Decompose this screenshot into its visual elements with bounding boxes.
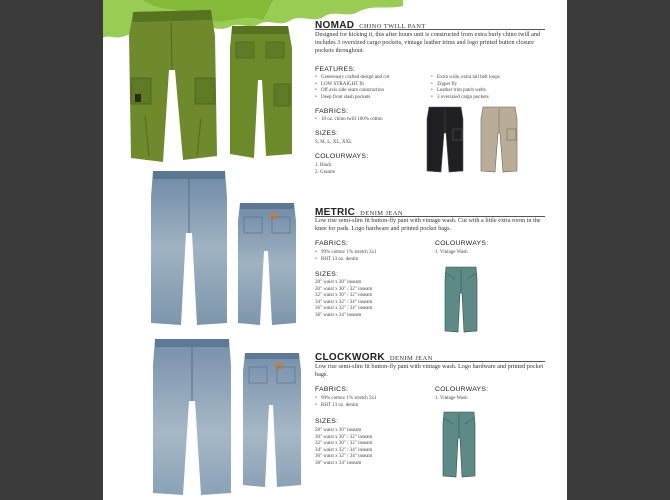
list-item: • RHT 13 oz. denim [315, 257, 377, 264]
fabrics-heading: FABRICS: [315, 108, 349, 115]
list-item: 38" waist x 34" inseam [315, 312, 362, 318]
product-description: Low rise semi-slim fit button-fly pant with vintage wash. Logo hardware and printed pocket bags. [315, 363, 544, 378]
catalog-page [103, 0, 567, 500]
sizes-heading: SIZES: [315, 271, 339, 278]
list-item: • 99% cotton/ 1% stretch 3x1 [315, 396, 377, 403]
features-heading: FEATURES: [315, 66, 356, 73]
product-subtitle: DENIM JEAN [360, 210, 403, 217]
clockwork-back-photo [241, 349, 303, 489]
right-frame [567, 0, 670, 500]
metric-back-photo [236, 199, 298, 327]
product-description: Low rise semi-slim fit button-fly pant with vintage wash. Cut with a little extra room in the knee for pads. Logo hardware and printed pocket bags. [315, 217, 541, 232]
list-item: 34" waist x 32" / 34" inseam [315, 447, 373, 453]
product-name: CLOCKWORK [315, 352, 385, 363]
list-item: 28" waist x 30" inseam [315, 280, 362, 285]
list-item: 1. Black [315, 163, 332, 168]
list-item: 30" waist x 30" / 32" inseam [315, 434, 373, 440]
list-item: • Deep front slash pockets [315, 95, 389, 102]
list-item: 36" waist x 32" / 34" inseam [315, 306, 373, 312]
list-item: 34" waist x 32" / 34" inseam [315, 299, 373, 305]
list-item: 32" waist x 30" / 32" inseam [315, 441, 373, 447]
features-list-1 [315, 75, 389, 101]
list-item: • 10 oz. chino twill 100% cotton [315, 117, 383, 124]
nomad-back-photo [226, 22, 296, 160]
fabrics-list [315, 250, 377, 263]
list-item: 1. Vintage Wash [435, 396, 468, 401]
list-item: 32" waist x 30" / 32" inseam [315, 293, 373, 299]
product-metric [103, 165, 567, 335]
metric-front-photo [147, 167, 231, 327]
product-nomad [103, 0, 567, 175]
list-item: • RHT 13 oz. denim [315, 403, 377, 410]
fabrics-list [315, 396, 377, 409]
left-frame [0, 0, 103, 500]
sizes-text: S, M, L, XL, XXL [315, 140, 353, 145]
product-clockwork [103, 335, 567, 500]
list-item: • 3 oversized cargo pockets [431, 95, 500, 102]
list-item: • Generously crafted design and cut [315, 75, 389, 82]
sizes-heading: SIZES: [315, 418, 339, 425]
colourways-heading: COLOURWAYS: [435, 386, 489, 393]
colourways-heading: COLOURWAYS: [435, 240, 489, 247]
list-item: • Zipper fly [431, 82, 500, 89]
list-item: • Leather trim patch welts [431, 88, 500, 95]
metric-sketch [443, 265, 479, 335]
product-subtitle: CHINO TWILL PANT [359, 23, 426, 30]
sizes-heading: SIZES: [315, 130, 339, 137]
colourways-list [435, 396, 468, 403]
nomad-front-photo [125, 6, 220, 164]
clockwork-front-photo [149, 335, 235, 497]
list-item: 30" waist x 30" / 32" inseam [315, 286, 373, 292]
fabrics-heading: FABRICS: [315, 386, 349, 393]
clockwork-sketch [441, 410, 477, 480]
list-item: • Off axis side seam construction [315, 88, 389, 95]
fabrics-list [315, 117, 383, 124]
sizes-list [315, 280, 372, 320]
features-list-2 [431, 75, 500, 101]
list-item: • LOW STRAIGHT fit [315, 82, 389, 89]
list-item: 36" waist x 32" / 34" inseam [315, 454, 373, 460]
product-name: METRIC [315, 207, 356, 218]
list-item: 2. Granite [315, 169, 335, 175]
list-item: 1. Vintage Wash [435, 250, 468, 255]
metric-title-row [315, 202, 545, 217]
product-name: NOMAD [315, 20, 355, 31]
list-item: • 99% cotton/ 1% stretch 3x1 [315, 250, 377, 257]
clockwork-title-row [315, 347, 545, 362]
fabrics-heading: FABRICS: [315, 240, 349, 247]
product-description: Designed for kicking it, this after hours unit is constructed from extra burly chino twill and includes 3 oversized cargo pockets, vintage leather trims and logo printed button closure pockets throughout. [315, 31, 541, 54]
product-subtitle: DENIM JEAN [389, 355, 433, 362]
colourways-list [435, 250, 468, 257]
list-item: 38" waist x 34" inseam [315, 460, 362, 466]
colourways-heading: COLOURWAYS: [315, 153, 369, 160]
sizes-list [315, 428, 372, 468]
list-item: • Extra wide, extra tall belt loops [431, 75, 500, 82]
nomad-title-row [315, 15, 545, 30]
list-item: 28" waist x 30" inseam [315, 428, 362, 433]
